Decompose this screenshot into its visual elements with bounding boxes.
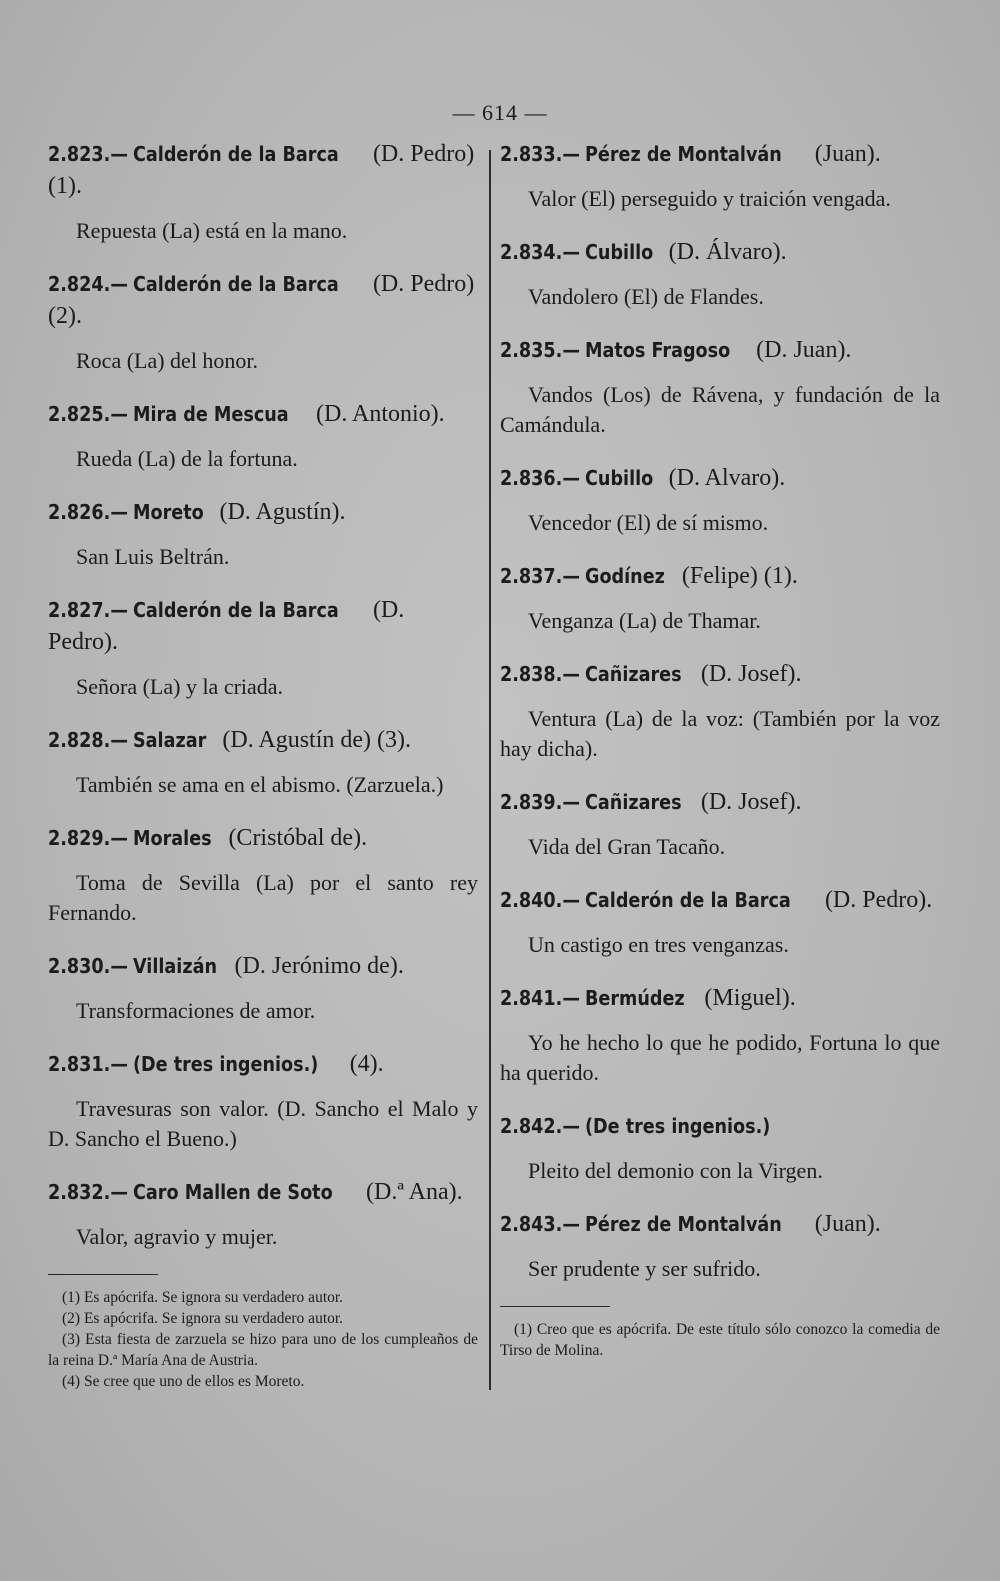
column-divider: [489, 150, 491, 1390]
entry-author-detail: (D. Álvaro).: [668, 239, 787, 265]
entry-author: Cubillo: [584, 466, 654, 490]
entry-author-detail: (Miguel).: [704, 985, 796, 1011]
entry-heading: [500, 462, 940, 494]
entry-author: Villaizán: [132, 954, 217, 978]
entry-title: Venganza (La) de Thamar.: [528, 608, 761, 633]
entry-author-detail: (Juan).: [814, 141, 881, 167]
entry-author: Calderón de la Barca: [132, 142, 339, 166]
entry-title: También se ama en el abismo. (Zarzuela.): [76, 772, 444, 797]
entry-title: Roca (La) del honor.: [76, 348, 259, 373]
entry-heading: [48, 496, 478, 528]
entry-heading: [48, 950, 478, 982]
catalog-entry: [500, 560, 940, 636]
entry-title: Valor (El) perseguido y traición vengada.: [528, 186, 891, 211]
entry-author: Godínez: [584, 564, 665, 588]
catalog-entry: [500, 462, 940, 538]
entry-number: 2.834.—: [500, 240, 580, 264]
entry-author: Moreto: [132, 500, 204, 524]
entry-author-detail: (D. Pedro).: [824, 887, 933, 913]
entry-author: Calderón de la Barca: [132, 272, 339, 296]
entry-author: Matos Fragoso: [584, 338, 731, 362]
entry-author-detail: (D. Alvaro).: [668, 465, 786, 491]
entry-number: 2.829.—: [48, 826, 128, 850]
footnote-rule: [48, 1274, 158, 1275]
entry-title: Vida del Gran Tacaño.: [528, 834, 726, 859]
entry-number: 2.827.—: [48, 598, 128, 622]
footnote-rule: [500, 1306, 610, 1307]
entry-author-detail: (Felipe) (1).: [681, 563, 798, 589]
catalog-entry: [48, 496, 478, 572]
entry-author: Calderón de la Barca: [584, 888, 791, 912]
entry-title: Vandos (Los) de Rávena, y fundación de la Camándula.: [500, 382, 940, 437]
entry-number: 2.836.—: [500, 466, 580, 490]
footnote: (1) Creo que es apócrifa. De este título sólo conozco la comedia de Tirso de Molina.: [500, 1321, 940, 1359]
right-column: [500, 138, 940, 1361]
entry-heading: [48, 138, 478, 202]
entry-author: Mira de Mescua: [132, 402, 289, 426]
right-footnotes: [500, 1306, 940, 1361]
entry-heading: [48, 822, 478, 854]
catalog-entry: [48, 1048, 478, 1154]
entry-number: 2.826.—: [48, 500, 128, 524]
entry-number: 2.823.—: [48, 142, 128, 166]
entry-number: 2.832.—: [48, 1180, 128, 1204]
entry-number: 2.831.—: [48, 1052, 128, 1076]
entry-number: 2.833.—: [500, 142, 580, 166]
catalog-entry: [48, 1176, 478, 1252]
entry-number: 2.824.—: [48, 272, 128, 296]
entry-title: Transformaciones de amor.: [76, 998, 316, 1023]
entry-author: Cubillo: [584, 240, 654, 264]
footnote: (3) Esta fiesta de zarzuela se hizo para uno de los cumpleaños de la reina D.ª María Ana de Austria.: [48, 1331, 478, 1369]
entry-heading: [500, 236, 940, 268]
entry-heading: [500, 786, 940, 818]
entry-author-detail: (D. Agustín).: [219, 499, 346, 525]
entry-author-detail: (D. Josef).: [700, 661, 802, 687]
entry-author: Caro Mallen de Soto: [132, 1180, 333, 1204]
entry-heading: [48, 594, 478, 658]
entry-title: Un castigo en tres venganzas.: [528, 932, 789, 957]
catalog-entry: [48, 268, 478, 376]
entry-heading: [48, 1048, 478, 1080]
entry-heading: [500, 884, 940, 916]
catalog-entry: [48, 594, 478, 702]
catalog-entry: [48, 950, 478, 1026]
entry-author-detail: (Juan).: [814, 1211, 881, 1237]
catalog-entry: [500, 138, 940, 214]
entry-author: Pérez de Montalván: [584, 142, 782, 166]
entry-author-detail: (Cristóbal de).: [228, 825, 368, 851]
page-number: — 614 —: [452, 100, 548, 125]
entry-number: 2.835.—: [500, 338, 580, 362]
footnote: (2) Es apócrifa. Se ignora su verdadero autor.: [62, 1310, 344, 1327]
entry-author: Salazar: [132, 728, 207, 752]
catalog-entry: [48, 822, 478, 928]
entry-title: Repuesta (La) está en la mano.: [76, 218, 348, 243]
entry-author-detail: (D. Pedro) (1).: [48, 141, 475, 199]
catalog-entry: [500, 334, 940, 440]
entry-heading: [48, 268, 478, 332]
footnote: (4) Se cree que uno de ellos es Moreto.: [62, 1373, 305, 1390]
catalog-entry: [500, 1110, 940, 1186]
entry-author-detail: (D. Pedro).: [48, 597, 405, 655]
entry-author: Cañizares: [584, 790, 682, 814]
entry-title: Vandolero (El) de Flandes.: [528, 284, 764, 309]
entry-heading: [500, 334, 940, 366]
entry-author: Morales: [132, 826, 212, 850]
entry-title: Vencedor (El) de sí mismo.: [528, 510, 769, 535]
entry-number: 2.841.—: [500, 986, 580, 1010]
entry-title: Ventura (La) de la voz: (También por la voz hay dicha).: [500, 706, 940, 761]
entry-author-detail: (D.ª Ana).: [366, 1179, 463, 1205]
entry-number: 2.842.—: [500, 1114, 580, 1138]
entry-author-detail: (D. Antonio).: [316, 401, 445, 427]
catalog-entry: [48, 138, 478, 246]
entry-number: 2.840.—: [500, 888, 580, 912]
entry-heading: [500, 982, 940, 1014]
entry-author: Cañizares: [584, 662, 682, 686]
catalog-entry: [500, 884, 940, 960]
entry-number: 2.825.—: [48, 402, 128, 426]
left-footnotes: [48, 1274, 478, 1392]
left-column: [48, 138, 478, 1392]
entry-author: (De tres ingenios.): [132, 1052, 319, 1076]
entry-author-detail: (D. Jerónimo de).: [234, 953, 404, 979]
entry-author: Calderón de la Barca: [132, 598, 339, 622]
entry-author-detail: (4).: [349, 1051, 384, 1077]
entry-number: 2.839.—: [500, 790, 580, 814]
entry-heading: [500, 1110, 940, 1142]
catalog-entry: [500, 1208, 940, 1284]
entry-author-detail: (D. Juan).: [756, 337, 852, 363]
catalog-entry: [500, 786, 940, 862]
entry-number: 2.830.—: [48, 954, 128, 978]
entry-number: 2.843.—: [500, 1212, 580, 1236]
entry-heading: [48, 1176, 478, 1208]
catalog-entry: [500, 658, 940, 764]
entry-title: Yo he hecho lo que he podido, Fortuna lo que ha querido.: [500, 1030, 940, 1085]
entry-title: Rueda (La) de la fortuna.: [76, 446, 298, 471]
entry-title: San Luis Beltrán.: [76, 544, 230, 569]
footnote: (1) Es apócrifa. Se ignora su verdadero autor.: [62, 1289, 344, 1306]
entry-author-detail: (D. Josef).: [700, 789, 802, 815]
entry-title: Pleito del demonio con la Virgen.: [528, 1158, 823, 1183]
catalog-entry: [48, 724, 478, 800]
entry-author-detail: (D. Agustín de) (3).: [222, 727, 412, 753]
entry-title: Valor, agravio y mujer.: [76, 1224, 278, 1249]
entry-author: (De tres ingenios.): [584, 1114, 771, 1138]
entry-heading: [48, 398, 478, 430]
entry-title: Travesuras son valor. (D. Sancho el Malo y D. Sancho el Bueno.): [48, 1096, 478, 1151]
left-entries: [48, 138, 478, 1252]
entry-heading: [500, 138, 940, 170]
entry-title: Ser prudente y ser sufrido.: [528, 1256, 761, 1281]
catalog-entry: [500, 236, 940, 312]
entry-author-detail: (D. Pedro) (2).: [48, 271, 475, 329]
entry-author: Bermúdez: [584, 986, 685, 1010]
right-entries: [500, 138, 940, 1284]
entry-title: Señora (La) y la criada.: [76, 674, 284, 699]
entry-heading: [500, 1208, 940, 1240]
entry-author: Pérez de Montalván: [584, 1212, 782, 1236]
entry-number: 2.837.—: [500, 564, 580, 588]
catalog-entry: [500, 982, 940, 1088]
entry-heading: [48, 724, 478, 756]
entry-title: Toma de Sevilla (La) por el santo rey Fernando.: [48, 870, 478, 925]
entry-heading: [500, 560, 940, 592]
entry-number: 2.838.—: [500, 662, 580, 686]
catalog-entry: [48, 398, 478, 474]
entry-number: 2.828.—: [48, 728, 128, 752]
entry-heading: [500, 658, 940, 690]
